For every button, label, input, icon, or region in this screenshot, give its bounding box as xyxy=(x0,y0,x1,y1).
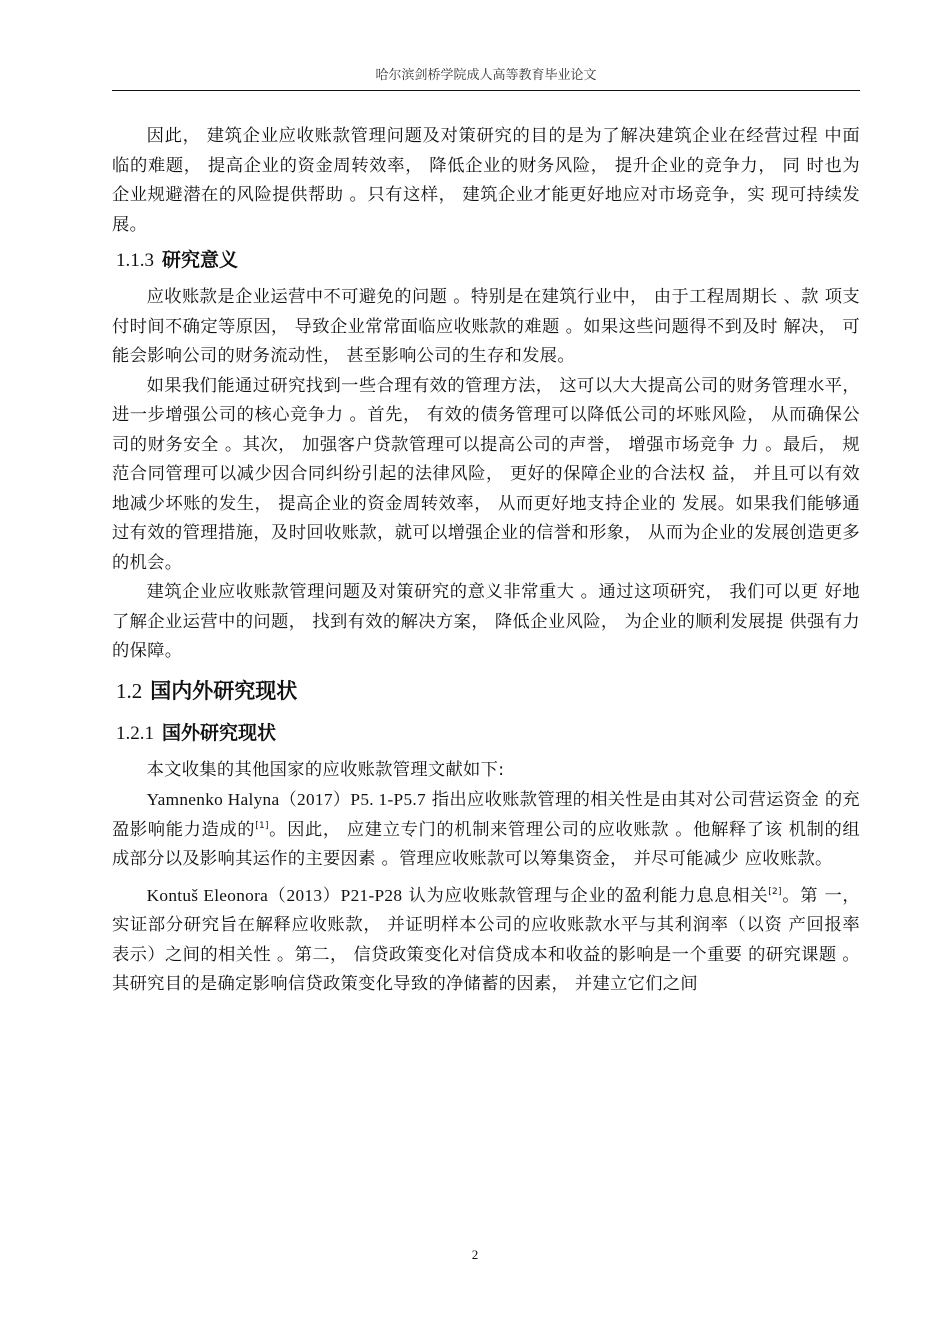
citation-author: Kontuš Eleonora（2013）P21-P28 xyxy=(146,885,403,905)
section-number: 1.2 xyxy=(116,678,143,703)
section-heading-1-2-1 xyxy=(116,715,860,752)
paragraph-kontus xyxy=(112,881,860,1000)
paragraph-text: 。因此， 应建立专门的机制来管理公司的应收账款 。他解释了该 机制的组成部分以及影响其运作的主要因素 。管理应收账款可以筹集资金， 并尽可能减少 应收账款。 xyxy=(112,819,860,869)
document-body xyxy=(112,122,860,1000)
paragraph: 建筑企业应收账款管理问题及对策研究的意义非常重大 。通过这项研究， 我们可以更 好地了解企业运营中的问题， 找到有效的解决方案， 降低企业风险， 为企业的顺利发展提 供强有力的保障。 xyxy=(112,582,860,661)
page-number: 2 xyxy=(471,1247,479,1262)
section-title: 国内外研究现状 xyxy=(150,678,298,703)
reference-marker[interactable]: [2] xyxy=(768,886,782,897)
paragraph: 如果我们能通过研究找到一些合理有效的管理方法， 这可以大大提高公司的财务管理水平， 进一步增强公司的核心竞争力 。首先， 有效的债务管理可以降低公司的坏账风险， 从而确保公司的财务安全 。其次， 加强客户贷款管理可以提高公司的声誉， 增强市场竞争 力 。最后， 规范合同管理可以减少因合同纠纷引起的法律风险， 更好的保障企业的合法权 益， 并且可以有效地减少坏账的发生， 提高企业的资金周转效率， 从而更好地支持企业的 发展。如果我们能够通过有效的管理措施，及时回收账款，就可以增强企业的信誉和形象， 从而为企业的发展创造更多的机会。 xyxy=(112,375,860,573)
reference-marker[interactable]: [1] xyxy=(255,820,269,831)
section-title: 研究意义 xyxy=(162,249,239,271)
paragraph-text: 指出应收账款管理的相关性是由其对公司营运资金 的充盈影响能力造成的 xyxy=(112,790,860,840)
section-number: 1.1.3 xyxy=(116,250,154,271)
page-header xyxy=(112,64,860,91)
paragraph: 应收账款是企业运营中不可避免的问题 。特别是在建筑行业中， 由于工程周期长 、款 项支付时间不确定等原因， 导致企业常常面临应收账款的难题 。如果这些问题得不到及时 解决， 可能会影响公司的财务流动性， 甚至影响公司的生存和发展。 xyxy=(112,287,860,366)
citation-author: Yamnenko Halyna（2017）P5. 1-P5.7 xyxy=(146,790,426,809)
paragraph: 因此， 建筑企业应收账款管理问题及对策研究的目的是为了解决建筑企业在经营过程 中面临的难题， 提高企业的资金周转效率， 降低企业的财务风险， 提升企业的竞争力， 同 时也为企业规避潜在的风险提供帮助 。只有这样， 建筑企业才能更好地应对市场竞争，实 现可持续发展。 xyxy=(112,126,860,235)
paragraph-text: 。第 一， 实证部分研究旨在解释应收账款， 并证明样本公司的应收账款水平与其利润率（以资 产回报率表示）之间的相关性 。第二， 信贷政策变化对信贷成本和收益的影响是一个重要 的研究课题 。其研究目的是确定影响信贷政策变化导致的净储蓄的因素， 并建立它们之间 xyxy=(112,885,861,994)
section-heading-1-2 xyxy=(116,671,860,711)
paragraph-text: 认为应收账款管理与企业的盈利能力息息相关 xyxy=(402,885,769,906)
header-title: 哈尔滨剑桥学院成人高等教育毕业论文 xyxy=(375,68,597,83)
section-number: 1.2.1 xyxy=(116,722,154,744)
paragraph-yamnenko xyxy=(112,785,860,875)
paragraph: 本文收集的其他国家的应收账款管理文献如下: xyxy=(146,759,505,780)
section-heading-1-1-3 xyxy=(116,242,860,279)
section-title: 国外研究现状 xyxy=(162,721,277,744)
